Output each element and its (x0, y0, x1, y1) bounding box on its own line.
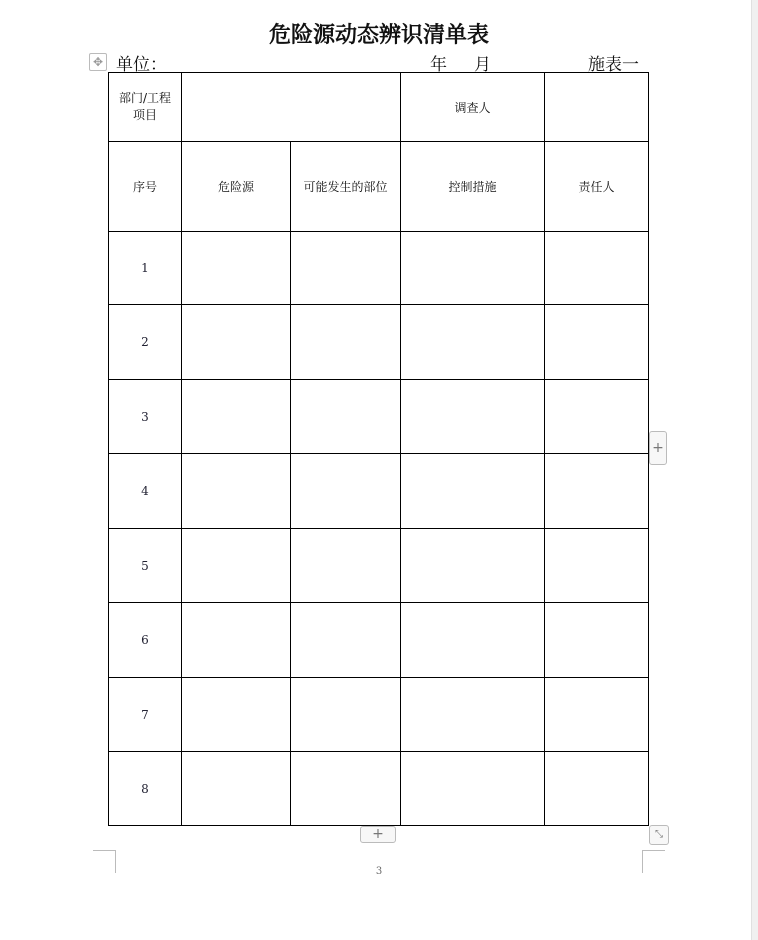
table-row (109, 678, 649, 752)
table-cell[interactable] (401, 752, 545, 826)
table-cell[interactable] (182, 232, 291, 305)
table-cell[interactable] (545, 678, 649, 752)
table-cell[interactable] (401, 232, 545, 305)
row-index-cell[interactable]: 2 (109, 305, 182, 380)
scrollbar[interactable] (751, 0, 758, 940)
row-index-cell[interactable]: 7 (109, 678, 182, 752)
row-index-cell[interactable]: 5 (109, 529, 182, 603)
table-row (109, 603, 649, 678)
investigator-label-cell[interactable]: 调查人 (401, 73, 545, 142)
table-cell[interactable] (182, 678, 291, 752)
page-title: 危险源动态辨识清单表 (268, 22, 489, 48)
table-cell[interactable] (545, 305, 649, 380)
table-cell[interactable] (291, 678, 401, 752)
table-row (109, 752, 649, 826)
table-cell[interactable] (545, 752, 649, 826)
table-cell[interactable] (545, 232, 649, 305)
col-header-responsible[interactable]: 责任人 (545, 142, 649, 232)
table-cell[interactable] (291, 603, 401, 678)
table-cell[interactable] (545, 380, 649, 454)
table-cell[interactable] (401, 305, 545, 380)
table-cell[interactable] (291, 529, 401, 603)
table-cell[interactable] (545, 603, 649, 678)
row-index-cell[interactable]: 8 (109, 752, 182, 826)
form-number: 施表一 (588, 55, 639, 75)
hazard-table (108, 72, 649, 826)
table-cell[interactable] (182, 380, 291, 454)
table-row (109, 380, 649, 454)
row-index-cell[interactable]: 1 (109, 232, 182, 305)
table-row (109, 305, 649, 380)
table-cell[interactable] (401, 603, 545, 678)
table-cell[interactable] (545, 454, 649, 529)
table-cell[interactable] (401, 678, 545, 752)
table-row (109, 232, 649, 305)
table-cell[interactable] (182, 603, 291, 678)
table-cell[interactable] (182, 752, 291, 826)
unit-label: 单位： (116, 55, 167, 75)
dept-label-cell[interactable]: 部门/工程项目 (109, 73, 182, 142)
add-column-button[interactable]: + (649, 431, 667, 465)
dept-value-cell[interactable] (182, 73, 401, 142)
table-cell[interactable] (545, 529, 649, 603)
row-index-cell[interactable]: 4 (109, 454, 182, 529)
col-header-index[interactable]: 序号 (109, 142, 182, 232)
year-label: 年 (430, 55, 447, 75)
table-row (109, 529, 649, 603)
page-number: 3 (375, 866, 383, 877)
month-label: 月 (474, 55, 491, 75)
col-header-location[interactable]: 可能发生的部位 (291, 142, 401, 232)
row-index-cell[interactable]: 3 (109, 380, 182, 454)
table-cell[interactable] (291, 752, 401, 826)
table-cell[interactable] (401, 380, 545, 454)
table-cell[interactable] (401, 529, 545, 603)
table-move-handle-icon[interactable]: ✥ (89, 53, 107, 71)
table-cell[interactable] (291, 305, 401, 380)
row-index-cell[interactable]: 6 (109, 603, 182, 678)
col-header-control[interactable]: 控制措施 (401, 142, 545, 232)
investigator-value-cell[interactable] (545, 73, 649, 142)
table-cell[interactable] (291, 454, 401, 529)
table-cell[interactable] (291, 232, 401, 305)
table-cell[interactable] (182, 454, 291, 529)
table-resize-icon[interactable]: ⤡ (649, 825, 669, 845)
table-cell[interactable] (182, 529, 291, 603)
table-cell[interactable] (401, 454, 545, 529)
table-row (109, 454, 649, 529)
add-row-button[interactable]: + (360, 826, 396, 843)
col-header-hazard[interactable]: 危险源 (182, 142, 291, 232)
table-cell[interactable] (291, 380, 401, 454)
table-cell[interactable] (182, 305, 291, 380)
